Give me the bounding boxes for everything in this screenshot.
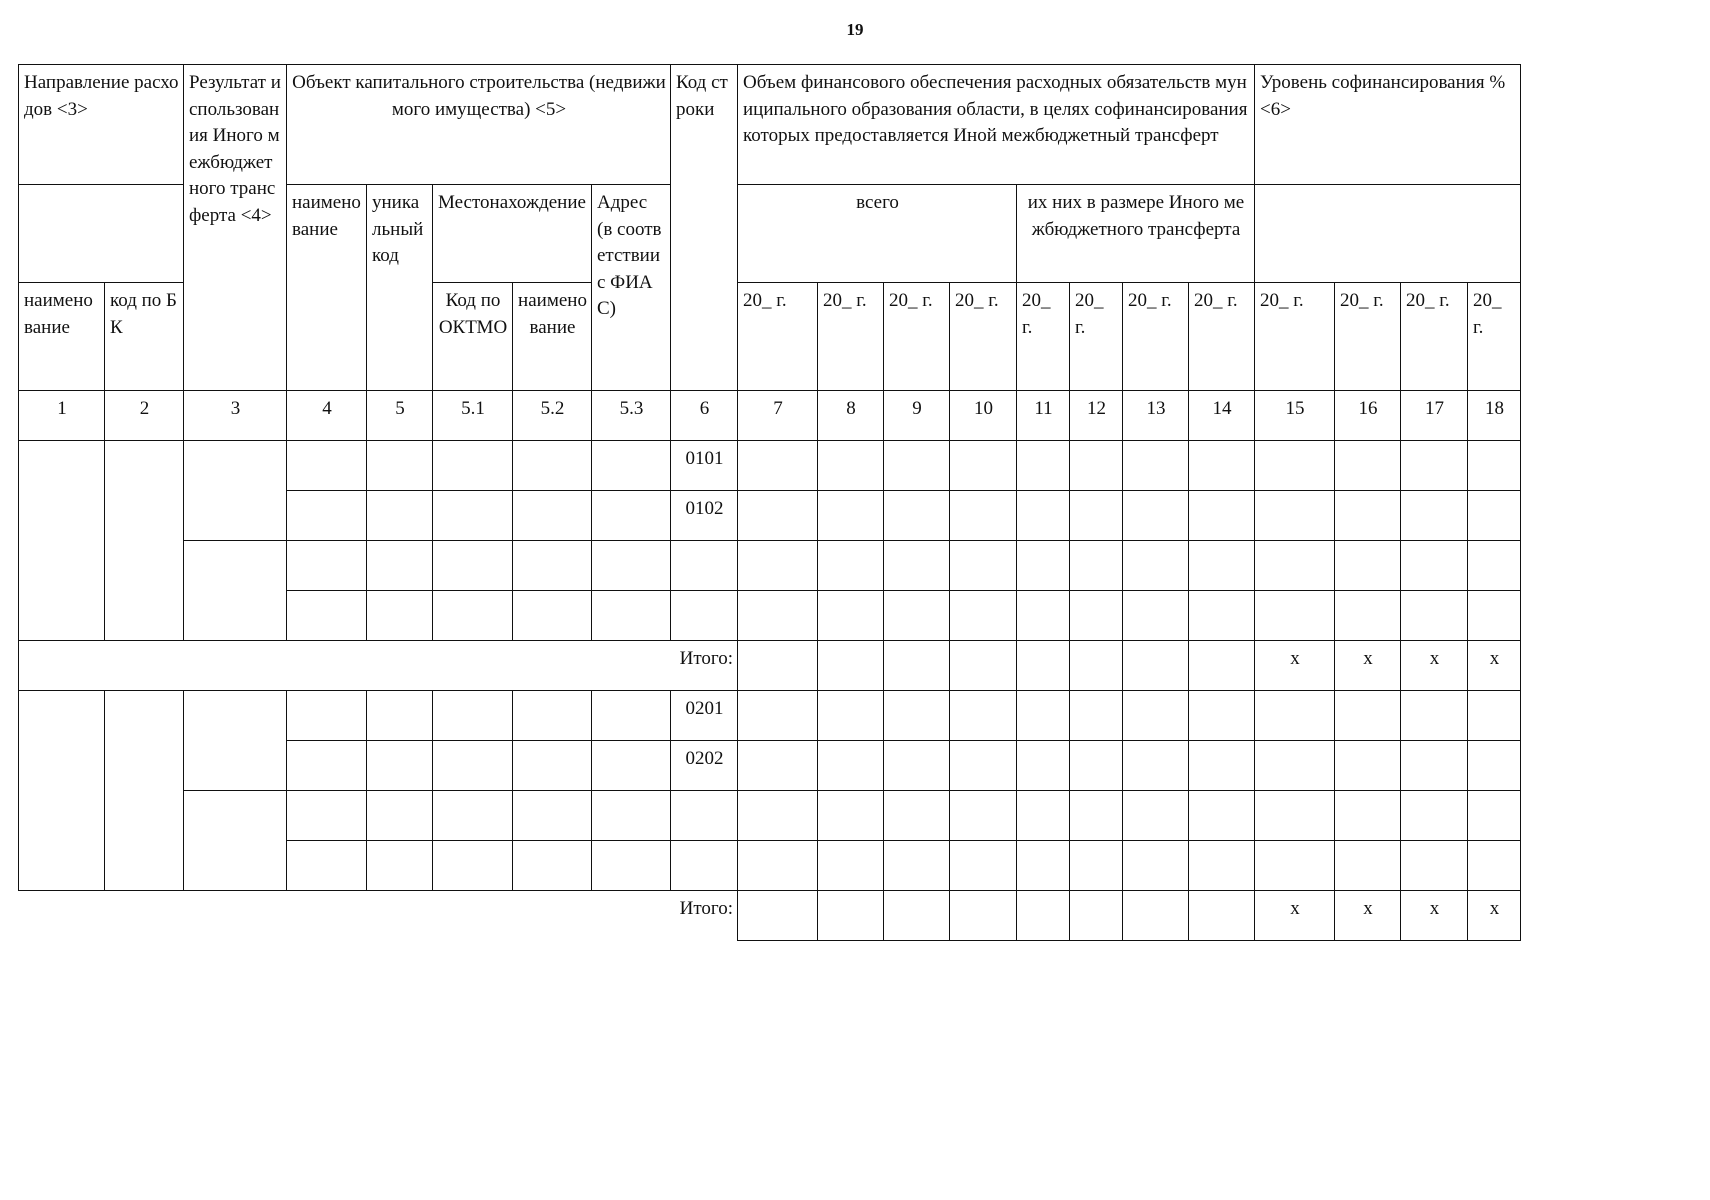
table-cell[interactable] xyxy=(1468,441,1521,491)
table-cell[interactable] xyxy=(1070,491,1123,541)
table-cell[interactable] xyxy=(1335,841,1401,891)
table-cell[interactable] xyxy=(1017,491,1070,541)
table-cell[interactable] xyxy=(738,741,818,791)
table-cell[interactable] xyxy=(884,841,950,891)
table-cell[interactable] xyxy=(1123,641,1189,691)
row-code: 0102 xyxy=(671,491,738,541)
table-cell[interactable] xyxy=(513,491,592,541)
year-header: 20_ г. xyxy=(1189,283,1255,391)
header-uroven-spacer xyxy=(1255,185,1521,283)
table-cell[interactable] xyxy=(884,591,950,641)
table-cell[interactable] xyxy=(592,441,671,491)
column-number: 15 xyxy=(1255,391,1335,441)
table-cell[interactable] xyxy=(287,791,367,841)
table-cell[interactable] xyxy=(1123,841,1189,891)
table-cell[interactable] xyxy=(950,441,1017,491)
table-cell[interactable] xyxy=(884,691,950,741)
table-cell[interactable] xyxy=(1255,791,1335,841)
table-cell[interactable] xyxy=(1017,791,1070,841)
x-mark: x xyxy=(1255,891,1335,941)
table-cell[interactable] xyxy=(1070,741,1123,791)
table-cell[interactable] xyxy=(950,641,1017,691)
table-cell[interactable] xyxy=(1335,741,1401,791)
table-cell[interactable] xyxy=(1123,791,1189,841)
table-cell[interactable] xyxy=(818,491,884,541)
table-cell[interactable] xyxy=(1017,641,1070,691)
table-cell[interactable] xyxy=(513,791,592,841)
table-cell[interactable] xyxy=(1123,441,1189,491)
table-cell[interactable] xyxy=(367,441,433,491)
table-cell[interactable] xyxy=(1335,491,1401,541)
page-number: 19 xyxy=(846,20,864,39)
column-number: 18 xyxy=(1468,391,1521,441)
table-cell[interactable] xyxy=(433,741,513,791)
x-mark: x xyxy=(1255,641,1335,691)
header-obem: Объем финансового обеспечения расходных обязательств муниципального образования области, в целях софинансирования которых предоставляется Иной межбюджетный трансферт xyxy=(738,65,1255,185)
column-number: 11 xyxy=(1017,391,1070,441)
table-cell[interactable] xyxy=(818,891,884,941)
table-cell[interactable] xyxy=(818,791,884,841)
x-mark: x xyxy=(1468,641,1521,691)
header-mestonahozhdenie: Местонахождение xyxy=(433,185,592,283)
cell-kod-bk[interactable] xyxy=(105,441,184,641)
column-number: 9 xyxy=(884,391,950,441)
header-naimen-loc: наименование xyxy=(513,283,592,391)
table-cell[interactable] xyxy=(1189,491,1255,541)
table-cell[interactable] xyxy=(1468,741,1521,791)
header-kod-oktmo: Код по ОКТМО xyxy=(433,283,513,391)
x-mark: x xyxy=(1335,641,1401,691)
table-cell[interactable] xyxy=(367,491,433,541)
cell-rezultat[interactable] xyxy=(184,441,287,541)
table-cell[interactable] xyxy=(818,691,884,741)
header-obekt: Объект капитального строительства (недвижимого имущества) <5> xyxy=(287,65,671,185)
table-cell[interactable] xyxy=(1255,491,1335,541)
table-cell[interactable] xyxy=(738,641,818,691)
table-cell[interactable] xyxy=(950,591,1017,641)
table-cell[interactable] xyxy=(367,591,433,641)
year-header: 20_ г. xyxy=(1123,283,1189,391)
table-cell[interactable] xyxy=(1017,891,1070,941)
year-header: 20_ г. xyxy=(1255,283,1335,391)
table-cell[interactable] xyxy=(513,741,592,791)
table-cell[interactable] xyxy=(1335,791,1401,841)
column-number: 17 xyxy=(1401,391,1468,441)
table-cell[interactable] xyxy=(367,791,433,841)
table-cell[interactable] xyxy=(1255,841,1335,891)
table-cell[interactable] xyxy=(592,691,671,741)
table-cell[interactable] xyxy=(1401,541,1468,591)
table-cell[interactable] xyxy=(1401,841,1468,891)
table-cell[interactable] xyxy=(671,841,738,891)
table-cell[interactable] xyxy=(884,491,950,541)
table-cell[interactable] xyxy=(1189,641,1255,691)
cell-rezultat[interactable] xyxy=(184,541,287,641)
header-kod-bk: код по БК xyxy=(105,283,184,391)
table-cell[interactable] xyxy=(818,841,884,891)
column-number: 12 xyxy=(1070,391,1123,441)
row-code: 0202 xyxy=(671,741,738,791)
table-cell[interactable] xyxy=(592,591,671,641)
column-number: 6 xyxy=(671,391,738,441)
table-cell[interactable] xyxy=(367,541,433,591)
column-number: 2 xyxy=(105,391,184,441)
table-cell[interactable] xyxy=(1070,541,1123,591)
itogo-label: Итого: xyxy=(19,891,738,941)
column-number: 5.2 xyxy=(513,391,592,441)
table-cell[interactable] xyxy=(1189,791,1255,841)
x-mark: x xyxy=(1401,891,1468,941)
table-cell[interactable] xyxy=(1017,441,1070,491)
cell-naimenovanie[interactable] xyxy=(19,691,105,891)
table-cell[interactable] xyxy=(433,841,513,891)
table-cell[interactable] xyxy=(1468,491,1521,541)
table-cell[interactable] xyxy=(818,441,884,491)
table-cell[interactable] xyxy=(287,441,367,491)
header-adres: Адрес (в соответствии с ФИАС) xyxy=(592,185,671,391)
table-cell[interactable] xyxy=(433,491,513,541)
table-cell[interactable] xyxy=(513,441,592,491)
table-cell[interactable] xyxy=(1189,591,1255,641)
column-number: 3 xyxy=(184,391,287,441)
table-cell[interactable] xyxy=(1401,791,1468,841)
table-cell[interactable] xyxy=(287,491,367,541)
cell-rezultat[interactable] xyxy=(184,791,287,891)
table-cell[interactable] xyxy=(1123,741,1189,791)
table-cell[interactable] xyxy=(884,641,950,691)
table-cell[interactable] xyxy=(738,441,818,491)
table-cell[interactable] xyxy=(287,691,367,741)
table-cell[interactable] xyxy=(592,841,671,891)
table-cell[interactable] xyxy=(433,541,513,591)
table-cell[interactable] xyxy=(513,591,592,641)
table-cell[interactable] xyxy=(738,891,818,941)
year-header: 20_ г. xyxy=(950,283,1017,391)
table-cell[interactable] xyxy=(738,841,818,891)
year-header: 20_ г. xyxy=(1335,283,1401,391)
header-vsego: всего xyxy=(738,185,1017,283)
table-cell[interactable] xyxy=(433,691,513,741)
table-cell[interactable] xyxy=(1189,841,1255,891)
table-row xyxy=(19,691,1521,741)
table-cell[interactable] xyxy=(671,791,738,841)
table-cell[interactable] xyxy=(513,691,592,741)
table-cell[interactable] xyxy=(738,691,818,741)
table-cell[interactable] xyxy=(884,891,950,941)
table-cell[interactable] xyxy=(1123,591,1189,641)
table-cell[interactable] xyxy=(433,791,513,841)
table-cell[interactable] xyxy=(287,741,367,791)
table-cell[interactable] xyxy=(1468,591,1521,641)
table-cell[interactable] xyxy=(1070,691,1123,741)
year-header: 20_ г. xyxy=(884,283,950,391)
header-kod-stroki: Код строки xyxy=(671,65,738,391)
table-cell[interactable] xyxy=(433,441,513,491)
table-cell[interactable] xyxy=(1070,641,1123,691)
table-cell[interactable] xyxy=(884,541,950,591)
itogo-row xyxy=(19,891,1521,941)
table-row xyxy=(19,791,1521,841)
table-cell[interactable] xyxy=(1335,541,1401,591)
header-uroven: Уровень софинансирования % <6> xyxy=(1255,65,1521,185)
itogo-label: Итого: xyxy=(19,641,738,691)
table-cell[interactable] xyxy=(1255,591,1335,641)
table-cell[interactable] xyxy=(1401,741,1468,791)
year-header: 20_ г. xyxy=(1401,283,1468,391)
table-cell[interactable] xyxy=(592,491,671,541)
table-cell[interactable] xyxy=(1255,691,1335,741)
table-cell[interactable] xyxy=(1189,741,1255,791)
x-mark: x xyxy=(1335,891,1401,941)
table-cell[interactable] xyxy=(513,541,592,591)
column-number: 8 xyxy=(818,391,884,441)
column-numbers-row xyxy=(19,391,1521,441)
table-cell[interactable] xyxy=(818,641,884,691)
table-cell[interactable] xyxy=(1017,741,1070,791)
table-cell[interactable] xyxy=(950,741,1017,791)
header-napravlenie: Направление расходов <3> xyxy=(19,65,184,185)
year-header: 20_ г. xyxy=(1017,283,1070,391)
table-cell[interactable] xyxy=(367,841,433,891)
table-cell[interactable] xyxy=(1401,441,1468,491)
row-code: 0201 xyxy=(671,691,738,741)
table-cell[interactable] xyxy=(1070,891,1123,941)
table-cell[interactable] xyxy=(1255,541,1335,591)
table-cell[interactable] xyxy=(884,441,950,491)
table-cell[interactable] xyxy=(818,541,884,591)
table-cell[interactable] xyxy=(950,541,1017,591)
table-cell[interactable] xyxy=(884,791,950,841)
table-cell[interactable] xyxy=(1335,441,1401,491)
financing-table xyxy=(18,64,1521,941)
year-header: 20_ г. xyxy=(818,283,884,391)
table-cell[interactable] xyxy=(1401,691,1468,741)
row-code: 0101 xyxy=(671,441,738,491)
table-cell[interactable] xyxy=(1017,841,1070,891)
table-cell[interactable] xyxy=(884,741,950,791)
table-cell[interactable] xyxy=(513,841,592,891)
table-cell[interactable] xyxy=(1468,691,1521,741)
table-cell[interactable] xyxy=(671,591,738,641)
column-number: 1 xyxy=(19,391,105,441)
table-cell[interactable] xyxy=(287,541,367,591)
table-cell[interactable] xyxy=(1123,491,1189,541)
year-header: 20_ г. xyxy=(738,283,818,391)
table-cell[interactable] xyxy=(1123,891,1189,941)
table-cell[interactable] xyxy=(1468,541,1521,591)
table-cell[interactable] xyxy=(433,591,513,641)
itogo-row xyxy=(19,641,1521,691)
table-cell[interactable] xyxy=(738,591,818,641)
table-cell[interactable] xyxy=(287,591,367,641)
table-cell[interactable] xyxy=(1189,541,1255,591)
column-number: 16 xyxy=(1335,391,1401,441)
table-cell[interactable] xyxy=(950,691,1017,741)
table-cell[interactable] xyxy=(738,491,818,541)
table-cell[interactable] xyxy=(1123,541,1189,591)
table-cell[interactable] xyxy=(818,741,884,791)
year-header: 20_ г. xyxy=(1468,283,1521,391)
column-number: 10 xyxy=(950,391,1017,441)
table-cell[interactable] xyxy=(818,591,884,641)
table-cell[interactable] xyxy=(1189,691,1255,741)
table-cell[interactable] xyxy=(738,791,818,841)
table-cell[interactable] xyxy=(738,541,818,591)
cell-rezultat[interactable] xyxy=(184,691,287,791)
table-cell[interactable] xyxy=(1189,891,1255,941)
table-cell[interactable] xyxy=(1017,691,1070,741)
table-cell[interactable] xyxy=(592,791,671,841)
header-rezultat: Результат использования Иного межбюджетного трансферта <4> xyxy=(184,65,287,391)
cell-kod-bk[interactable] xyxy=(105,691,184,891)
x-mark: x xyxy=(1401,641,1468,691)
table-cell[interactable] xyxy=(592,541,671,591)
header-unikalny-kod: уникальный код xyxy=(367,185,433,391)
column-number: 7 xyxy=(738,391,818,441)
table-cell[interactable] xyxy=(1255,741,1335,791)
table-cell[interactable] xyxy=(592,741,671,791)
header-iz-nih: их них в размере Иного межбюджетного трансферта xyxy=(1017,185,1255,283)
table-cell[interactable] xyxy=(950,841,1017,891)
table-cell[interactable] xyxy=(1468,841,1521,891)
column-number: 14 xyxy=(1189,391,1255,441)
table-cell[interactable] xyxy=(1401,591,1468,641)
header-naimen-dir: наименование xyxy=(19,283,105,391)
table-cell[interactable] xyxy=(950,891,1017,941)
table-cell[interactable] xyxy=(1189,441,1255,491)
table-cell[interactable] xyxy=(1468,791,1521,841)
table-cell[interactable] xyxy=(950,791,1017,841)
table-cell[interactable] xyxy=(1017,541,1070,591)
table-cell[interactable] xyxy=(950,491,1017,541)
table-row xyxy=(19,541,1521,591)
table-cell[interactable] xyxy=(1017,591,1070,641)
table-cell[interactable] xyxy=(1070,591,1123,641)
table-cell[interactable] xyxy=(367,741,433,791)
header-napravlenie-spacer xyxy=(19,185,184,283)
table-cell[interactable] xyxy=(1070,441,1123,491)
table-cell[interactable] xyxy=(1335,691,1401,741)
column-number: 5.1 xyxy=(433,391,513,441)
table-cell[interactable] xyxy=(671,541,738,591)
table-cell[interactable] xyxy=(1335,591,1401,641)
cell-naimenovanie[interactable] xyxy=(19,441,105,641)
column-number: 4 xyxy=(287,391,367,441)
year-header: 20_ г. xyxy=(1070,283,1123,391)
table-cell[interactable] xyxy=(367,691,433,741)
table-cell[interactable] xyxy=(287,841,367,891)
column-number: 5 xyxy=(367,391,433,441)
table-cell[interactable] xyxy=(1401,491,1468,541)
header-naimenovanie-obj: наименование xyxy=(287,185,367,391)
table-row xyxy=(19,441,1521,491)
table-cell[interactable] xyxy=(1070,841,1123,891)
table-cell[interactable] xyxy=(1255,441,1335,491)
table-cell[interactable] xyxy=(1070,791,1123,841)
table-cell[interactable] xyxy=(1123,691,1189,741)
column-number: 5.3 xyxy=(592,391,671,441)
column-number: 13 xyxy=(1123,391,1189,441)
x-mark: x xyxy=(1468,891,1521,941)
